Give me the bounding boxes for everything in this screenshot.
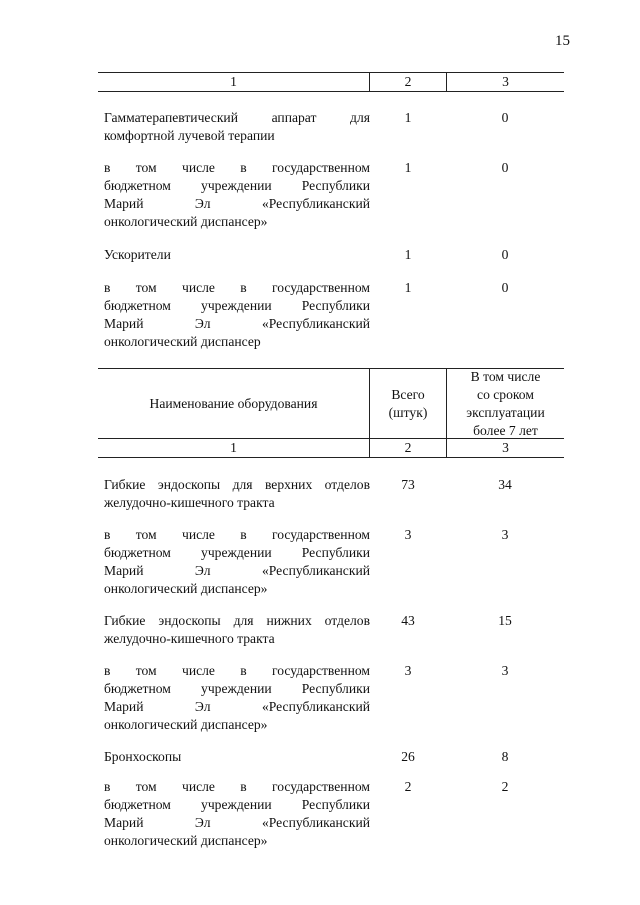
table-row (98, 662, 564, 734)
over-7-years-count: 2 (501, 779, 509, 794)
col-number-1: 1 (98, 73, 370, 91)
over-7-years-count: 0 (501, 160, 509, 175)
name-line: комфортной лучевой терапии (104, 128, 275, 143)
equipment-name (98, 246, 370, 264)
name-line: Марий Эл «Республиканский (104, 699, 370, 714)
equipment-name (98, 778, 370, 850)
total-count: 3 (404, 527, 412, 542)
equipment-table-2 (98, 368, 564, 850)
table-row (98, 279, 564, 351)
column-number-row (98, 438, 564, 458)
header-line: эксплуатации (466, 404, 545, 420)
name-line: онкологический диспансер» (104, 214, 268, 229)
name-line: в том числе в государственном (104, 160, 370, 175)
header-total (370, 369, 447, 438)
name-line: бюджетном учреждении Республики (104, 797, 370, 812)
equipment-name (98, 279, 370, 351)
name-line: Марий Эл «Республиканский (104, 316, 370, 331)
name-line: онкологический диспансер (104, 334, 261, 349)
total-count: 3 (404, 663, 412, 678)
total-count: 1 (404, 247, 412, 262)
equipment-name (98, 476, 370, 512)
col-number-2: 2 (370, 439, 447, 457)
name-line: Марий Эл «Республиканский (104, 563, 370, 578)
over-7-years-count: 0 (501, 247, 509, 262)
over-7-years-count: 3 (501, 663, 509, 678)
name-line: Бронхоскопы (104, 749, 182, 764)
col-number-2: 2 (370, 73, 447, 91)
table-row (98, 109, 564, 145)
name-line: бюджетном учреждении Республики (104, 178, 370, 193)
total-count: 43 (401, 613, 415, 628)
name-line: в том числе в государственном (104, 527, 370, 542)
table-row (98, 526, 564, 598)
over-7-years-count: 15 (498, 613, 512, 628)
over-7-years-count: 3 (501, 527, 509, 542)
name-line: бюджетном учреждении Республики (104, 545, 370, 560)
total-count: 1 (404, 160, 412, 175)
total-count: 1 (404, 280, 412, 295)
name-line: бюджетном учреждении Республики (104, 681, 370, 696)
header-equipment-name: Наименование оборудования (98, 369, 370, 438)
name-line: онкологический диспансер» (104, 717, 268, 732)
header-line: В том числе (470, 368, 541, 384)
table-row (98, 476, 564, 512)
over-7-years-count: 34 (498, 477, 512, 492)
name-line: в том числе в государственном (104, 663, 370, 678)
col-number-1: 1 (98, 439, 370, 457)
table-row (98, 748, 564, 766)
equipment-name (98, 662, 370, 734)
header-line: со сроком (477, 386, 534, 402)
page-number: 15 (555, 33, 570, 49)
table-row (98, 778, 564, 850)
total-count: 1 (404, 110, 412, 125)
name-line: Марий Эл «Республиканский (104, 815, 370, 830)
total-count: 2 (404, 779, 412, 794)
equipment-name (98, 612, 370, 648)
table-row (98, 246, 564, 264)
table-row (98, 612, 564, 648)
name-line: бюджетном учреждении Республики (104, 298, 370, 313)
table-row (98, 159, 564, 231)
name-line: желудочно-кишечного тракта (104, 495, 275, 510)
header-line: более 7 лет (473, 422, 538, 438)
over-7-years-count: 0 (501, 280, 509, 295)
name-line: Гамматерапевтический аппарат для (104, 110, 370, 125)
name-line: желудочно-кишечного тракта (104, 631, 275, 646)
name-line: в том числе в государственном (104, 779, 370, 794)
over-7-years-count: 8 (501, 749, 509, 764)
over-7-years-count: 0 (501, 110, 509, 125)
equipment-table-1 (98, 72, 564, 351)
equipment-name (98, 159, 370, 231)
equipment-name (98, 748, 370, 766)
name-line: онкологический диспансер» (104, 581, 268, 596)
header-over-7-years (447, 369, 564, 438)
header-line: (штук) (388, 404, 428, 420)
name-line: Ускорители (104, 247, 171, 262)
column-number-row (98, 72, 564, 92)
name-line: онкологический диспансер» (104, 833, 268, 848)
total-count: 26 (401, 749, 415, 764)
total-count: 73 (401, 477, 415, 492)
table-header (98, 368, 564, 438)
name-line: Гибкие эндоскопы для нижних отделов (104, 613, 370, 628)
equipment-name (98, 526, 370, 598)
header-line: Всего (391, 386, 425, 402)
col-number-3: 3 (502, 74, 509, 89)
name-line: в том числе в государственном (104, 280, 370, 295)
name-line: Гибкие эндоскопы для верхних отделов (104, 477, 370, 492)
equipment-name (98, 109, 370, 145)
name-line: Марий Эл «Республиканский (104, 196, 370, 211)
col-number-3: 3 (502, 440, 509, 455)
